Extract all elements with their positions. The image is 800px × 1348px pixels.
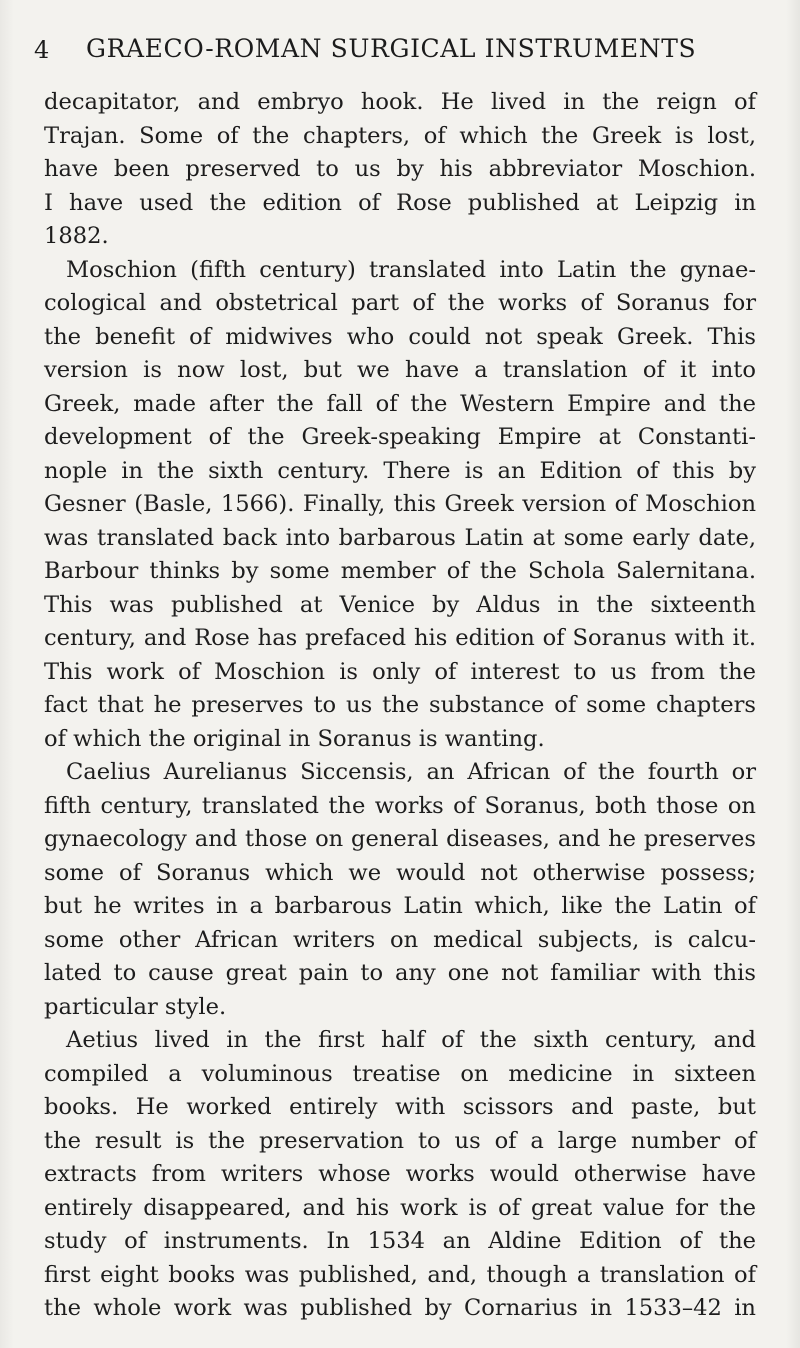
text-line: some of Soranus which we would not otherwise possess; [44, 859, 756, 886]
text-line: the benefit of midwives who could not speak Greek. This [44, 323, 756, 350]
text-line: study of instruments. In 1534 an Aldine Edition of the [44, 1228, 756, 1254]
paragraph-2 [44, 254, 756, 757]
text-line: I have used the edition of Rose published at Leipzig in [44, 189, 756, 216]
text-line: books. He worked entirely with scissors and paste, but [44, 1094, 756, 1120]
paragraph-4 [44, 1024, 756, 1326]
text-line: entirely disappeared, and his work is of great value for the [44, 1194, 756, 1221]
page-header [34, 32, 774, 72]
text-line: the whole work was published by Cornarius in 1533–42 in [44, 1295, 756, 1321]
text-line: Caelius Aurelianus Siccensis, an African of the fourth or [66, 759, 756, 785]
text-line: Aetius lived in the first half of the sixth century, and [66, 1027, 756, 1053]
text-line: century, and Rose has prefaced his edition of Soranus with it. [44, 625, 756, 651]
paragraph-3 [44, 756, 756, 1024]
text-line: first eight books was published, and, though a translation of [44, 1261, 756, 1288]
text-line: particular style. [44, 993, 227, 1020]
text-line: decapitator, and embryo hook. He lived in the reign of [44, 89, 756, 115]
text-line: Barbour thinks by some member of the Schola Salernitana. [44, 558, 756, 584]
text-line: of which the original in Soranus is wanting. [44, 725, 545, 752]
text-line: Greek, made after the fall of the Western Empire and the [44, 390, 756, 417]
page-number: 4 [34, 36, 50, 64]
text-line: have been preserved to us by his abbreviator Moschion. [44, 156, 756, 182]
text-line: fact that he preserves to us the substance of some chapters [44, 692, 756, 718]
text-line: gynaecology and those on general diseases, and he preserves [44, 826, 756, 852]
text-line: Moschion (fifth century) translated into Latin the gynae- [66, 256, 756, 283]
text-line: cological and obstetrical part of the works of Soranus for [44, 290, 756, 316]
text-line: fifth century, translated the works of Soranus, both those on [44, 792, 756, 819]
text-line: lated to cause great pain to any one not familiar with this [44, 960, 756, 986]
text-line: version is now lost, but we have a translation of it into [44, 357, 756, 383]
text-line: This work of Moschion is only of interest to us from the [44, 658, 756, 685]
text-line: was translated back into barbarous Latin at some early date, [44, 524, 756, 551]
text-line: development of the Greek-speaking Empire at Constanti- [44, 424, 756, 450]
text-line: extracts from writers whose works would otherwise have [44, 1161, 756, 1187]
text-line: compiled a voluminous treatise on medicine in sixteen [44, 1060, 756, 1087]
text-line: This was published at Venice by Aldus in the sixteenth [44, 591, 756, 618]
paragraph-1 [44, 86, 756, 254]
text-line: some other African writers on medical subjects, is calcu- [44, 926, 756, 953]
body-text [44, 86, 756, 1326]
text-line: Gesner (Basle, 1566). Finally, this Greek version of Moschion [44, 491, 756, 517]
text-line: nople in the sixth century. There is an Edition of this by [44, 457, 756, 484]
text-line: Trajan. Some of the chapters, of which the Greek is lost, [44, 122, 756, 149]
running-title: GRAECO-ROMAN SURGICAL INSTRUMENTS [86, 34, 697, 63]
text-line: the result is the preservation to us of a large number of [44, 1127, 756, 1154]
text-line: 1882. [44, 223, 109, 249]
text-line: but he writes in a barbarous Latin which, like the Latin of [44, 893, 756, 919]
